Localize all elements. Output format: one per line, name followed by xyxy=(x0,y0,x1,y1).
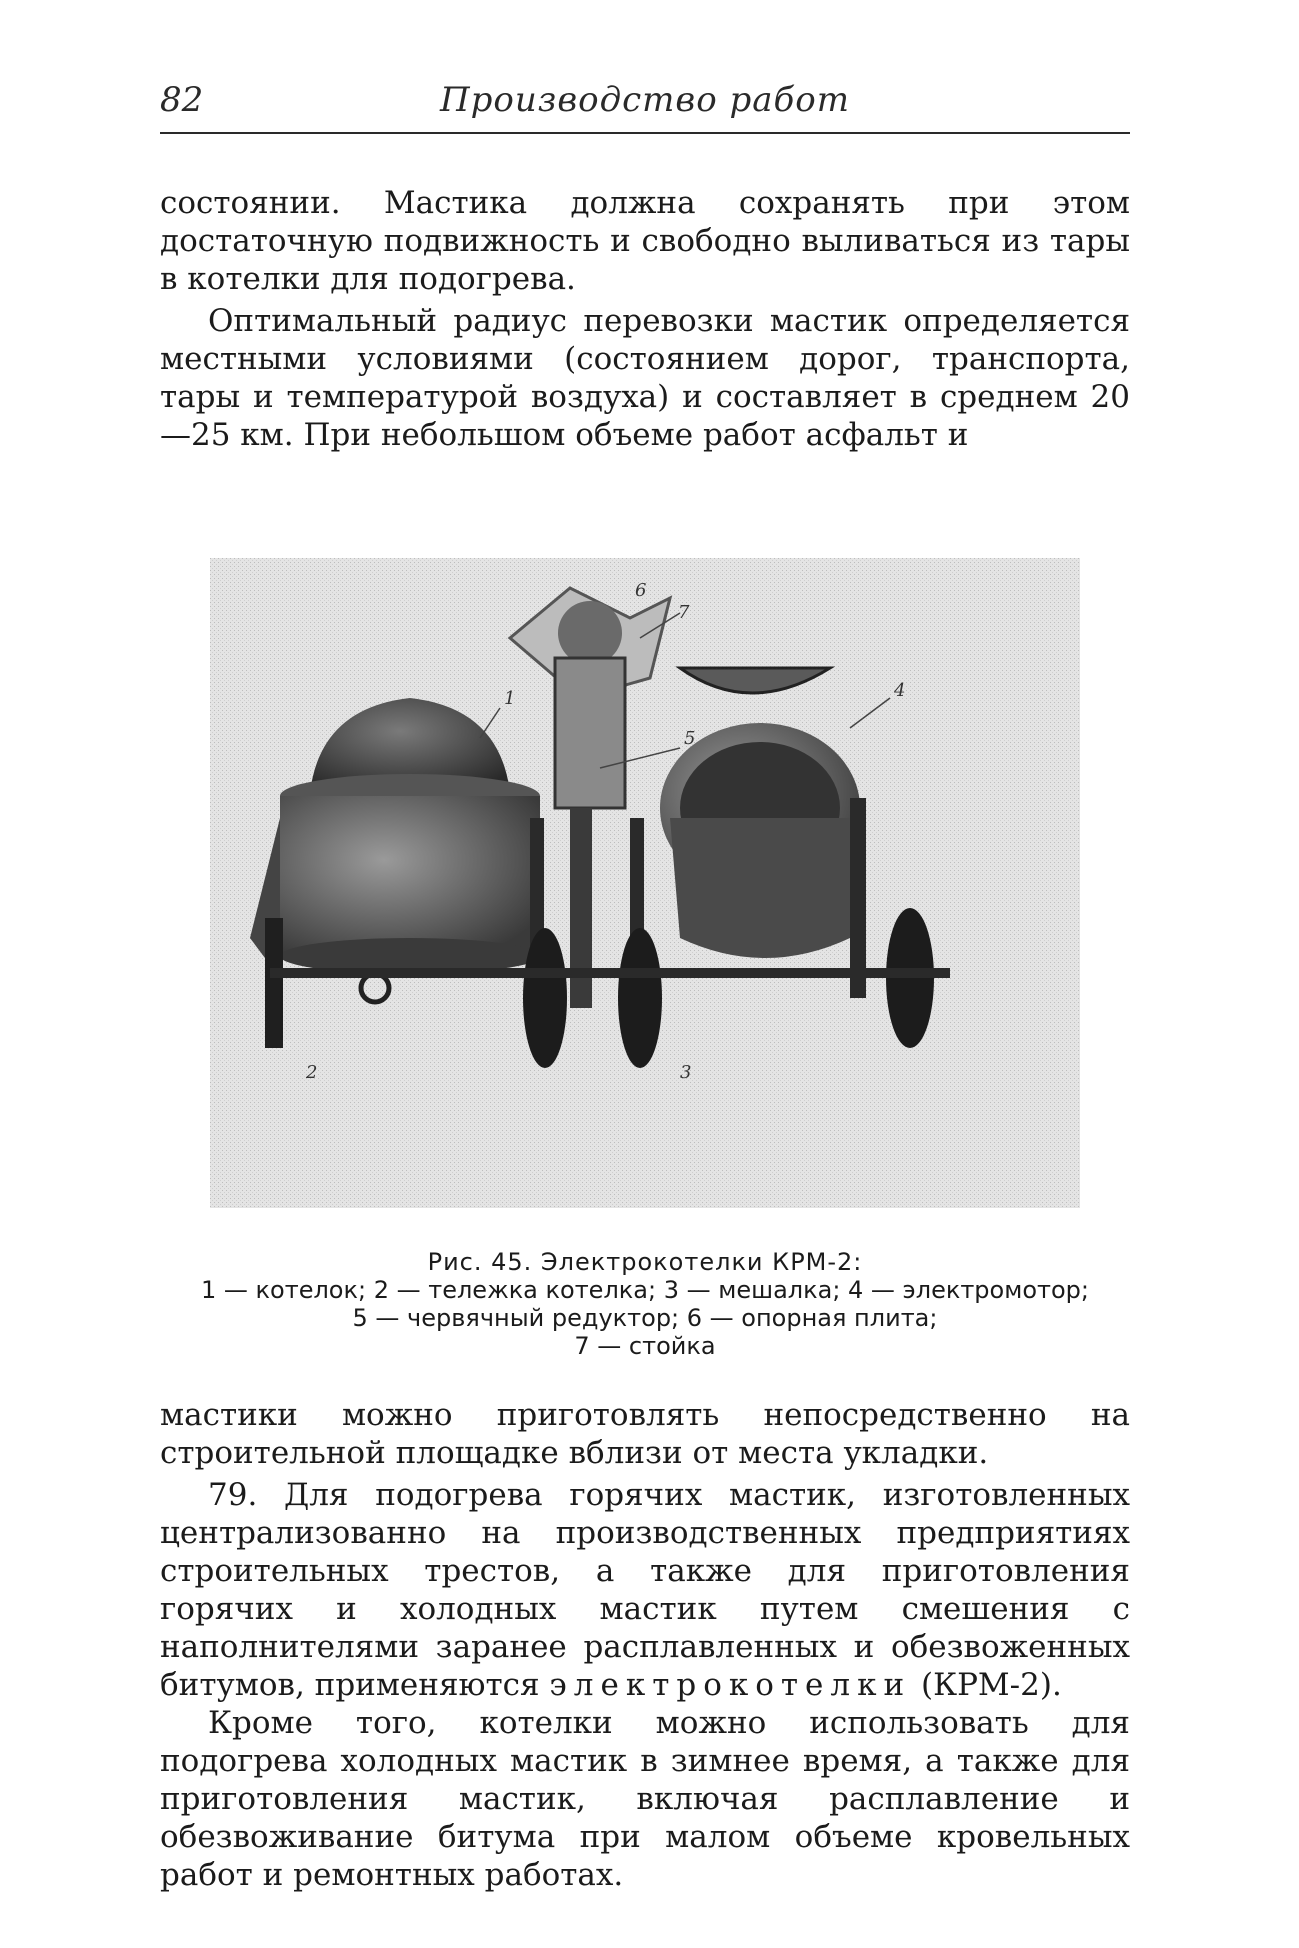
paragraph-79-model: (КРМ-2). xyxy=(920,1667,1062,1703)
caption-title: Рис. 45. Электрокотелки КРМ-2: xyxy=(427,1248,863,1276)
figure-label-1: 1 xyxy=(504,688,516,709)
figure-label-4: 4 xyxy=(894,680,906,701)
caption-legend-1: 1 — котелок; 2 — тележка котелка; 3 — мешалка; 4 — электромотор; 5 — червячный редуктор; 6 — опорная плита; xyxy=(201,1276,1089,1332)
running-head xyxy=(160,70,1130,134)
term-electrokettles: электрокотелки xyxy=(549,1667,912,1703)
kettle-body xyxy=(280,796,540,956)
left-wheel xyxy=(265,918,283,1048)
base-rail xyxy=(270,968,950,978)
book-page xyxy=(160,70,1130,1930)
figure-electric-kettles xyxy=(210,558,1080,1208)
center-wheel-left xyxy=(523,928,567,1068)
worm-reducer xyxy=(555,658,625,808)
figure-label-7: 7 xyxy=(678,602,690,623)
paragraph-79 xyxy=(160,1476,1130,1704)
page-number: 82 xyxy=(160,80,204,120)
figure-label-5: 5 xyxy=(684,728,696,749)
running-title: Производство работ xyxy=(440,80,850,120)
paragraph-onsite-prep: мастики можно приготовлять непосредственно на строительной площадке вблизи от места укладки. xyxy=(160,1397,1130,1471)
electric-kettle-illustration xyxy=(210,558,1080,1208)
figure-label-2: 2 xyxy=(306,1062,318,1083)
paragraph-79-text: 79. Для подогрева горячих мастик, изготовленных централизованно на производственных предприятиях строительных трестов, а также для приготовления горячих и холодных мастик путем смешения с наполнителями заранее расплавленных и обезвоженных битумов, применяются xyxy=(160,1477,1130,1703)
figure-label-6: 6 xyxy=(635,580,647,601)
center-wheel-right xyxy=(618,928,662,1068)
right-pot-body xyxy=(670,818,860,958)
paragraph-continuation: состоянии. Мастика должна сохранять при этом достаточную подвижность и свободно выливаться из тары в котелки для подогрева. xyxy=(160,185,1130,297)
figure-label-3: 3 xyxy=(680,1062,692,1083)
paragraph-transport-radius: Оптимальный радиус перевозки мастик определяется местными условиями (состоянием дорог, транспорта, тары и температурой воздуха) и составляет в среднем 20—25 км. При небольшом объеме работ асфальт и xyxy=(160,303,1130,453)
paragraph-additional-use: Кроме того, котелки можно использовать для подогрева холодных мастик в зимнее время, а также для приготовления мастик, включая расплавление и обезвоживание битума при малом объеме кровельных работ и ремонтных работах. xyxy=(160,1705,1130,1893)
electromotor xyxy=(558,601,622,665)
caption-legend-2: 7 — стойка xyxy=(574,1332,716,1360)
figure-caption xyxy=(190,1248,1100,1360)
